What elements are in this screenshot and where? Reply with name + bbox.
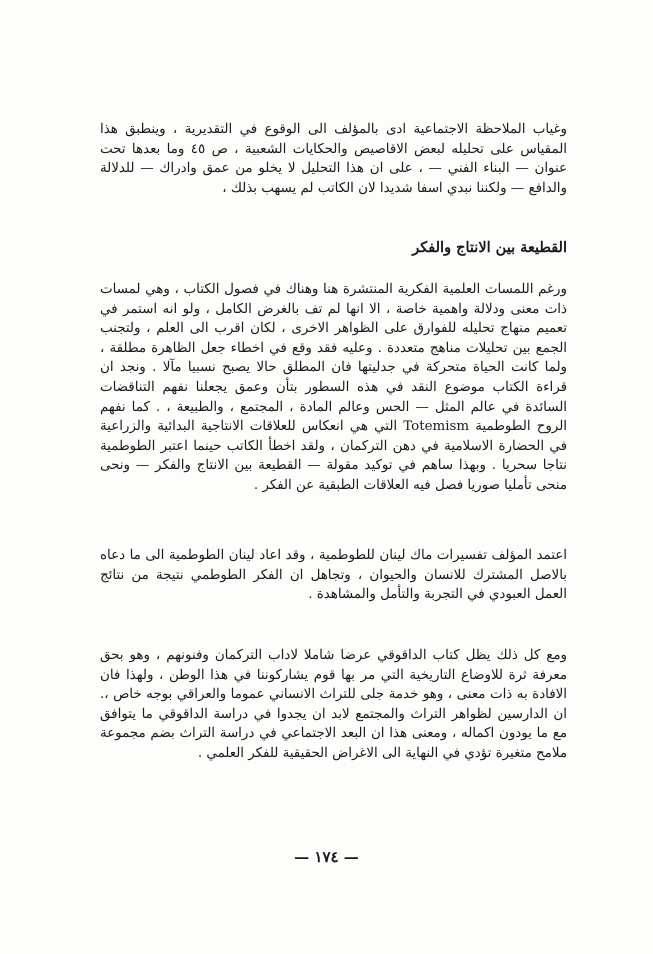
section-heading: القطيعة بين الانتاج والفكر <box>412 239 567 256</box>
page-number: — ١٧٤ — <box>294 848 359 866</box>
text-block-3 <box>100 546 567 605</box>
text-block-1 <box>100 120 567 198</box>
text-block-2 <box>100 280 567 496</box>
paragraph-2: ورغم اللمسات العلمية الفكرية المنتشرة هنا وهناك في فصول الكتاب ، وهي لمسات ذات معنى ودلالة واهمية خاصة ، الا انها لم تف بالغرض الكامل ، ولو انه استمر في تعميم منهاج تحليله للفوارق على الظواهر الاخرى ، لكان اقرب الى العلم ، ولتجنب الجمع بين تحليلات مناهج متعددة . وعليه فقد وقع في اخطاء جعل الظاهرة مطلقة ، ولما كانت الحياة متحركة في جدليتها فان المطلق حالا يصبح نسبيا مآلا . ونجد ان قراءة الكتاب موضوع النقد في هذه السطور بتأن وعمق يجعلنا نفهم التناقضات السائدة في عالم المثل — الحس وعالم المادة ، المجتمع ، والطبيعة ، . كما نفهم الروح الطوطمية Totemism التي هي انعكاس للعلاقات الانتاجية البدائية والزراعية في الحضارة الاسلامية في دهن التركمان ، ولقد اخطأ الكاتب حينما اعتبر الطوطمية نتاجا سحريا . وبهذا ساهم في توكيد مقولة — القطيعة بين الانتاج والفكر — ونحى منحى تأمليا صوريا فصل فيه العلاقات الطبقية عن الفكر . <box>100 282 567 493</box>
paragraph-3: اعتمد المؤلف تفسيرات ماك لينان للطوطمية ، وقد اعاد لينان الطوطمية الى ما دعاه بالاصل المشترك للانسان والحيوان ، وتجاهل ان الفكر الطوطمي نتيجة من نتائج العمل العبودي في التجربة والتأمل والمشاهدة . <box>100 548 567 603</box>
paragraph-1: وغياب الملاحظة الاجتماعية ادى بالمؤلف الى الوقوع في التقديرية ، وينطبق هذا المقياس على تحليله لبعض الاقاصيص والحكايات الشعبية ، ص ٤٥ وما بعدها تحت عنوان — البناء الفني — ، على ان هذا التحليل لا يخلو من عمق وادراك — للدلالة والدافع — ولكننا نبدي اسفا شديدا لان الكاتب لم يسهب بذلك ، <box>100 122 567 196</box>
paragraph-4: ومع كل ذلك يظل كتاب الداقوقي عرضا شاملا لاداب التركمان وفنونهم ، وهو بحق معرفة ثرة للاوضاع التاريخية التي مر بها قوم يشاركوننا في هذا الوطن ، ولهذا فان الافادة به ذات معنى ، وهو خدمة جلى للتراث الانساني عموما والعراقي بوجه خاص ،. ان الدارسين لظواهر التراث والمجتمع لابد ان يجدوا في دراسة الداقوقي ما يتوافق مع ما يودون اكماله ، ومعنى هذا ان البعد الاجتماعي في دراسة التراث بضم مجموعة ملامح متغيرة تؤدي في النهاية الى الاغراض الحقيقية للفكر العلمي . <box>100 648 567 761</box>
text-block-4 <box>100 646 567 764</box>
